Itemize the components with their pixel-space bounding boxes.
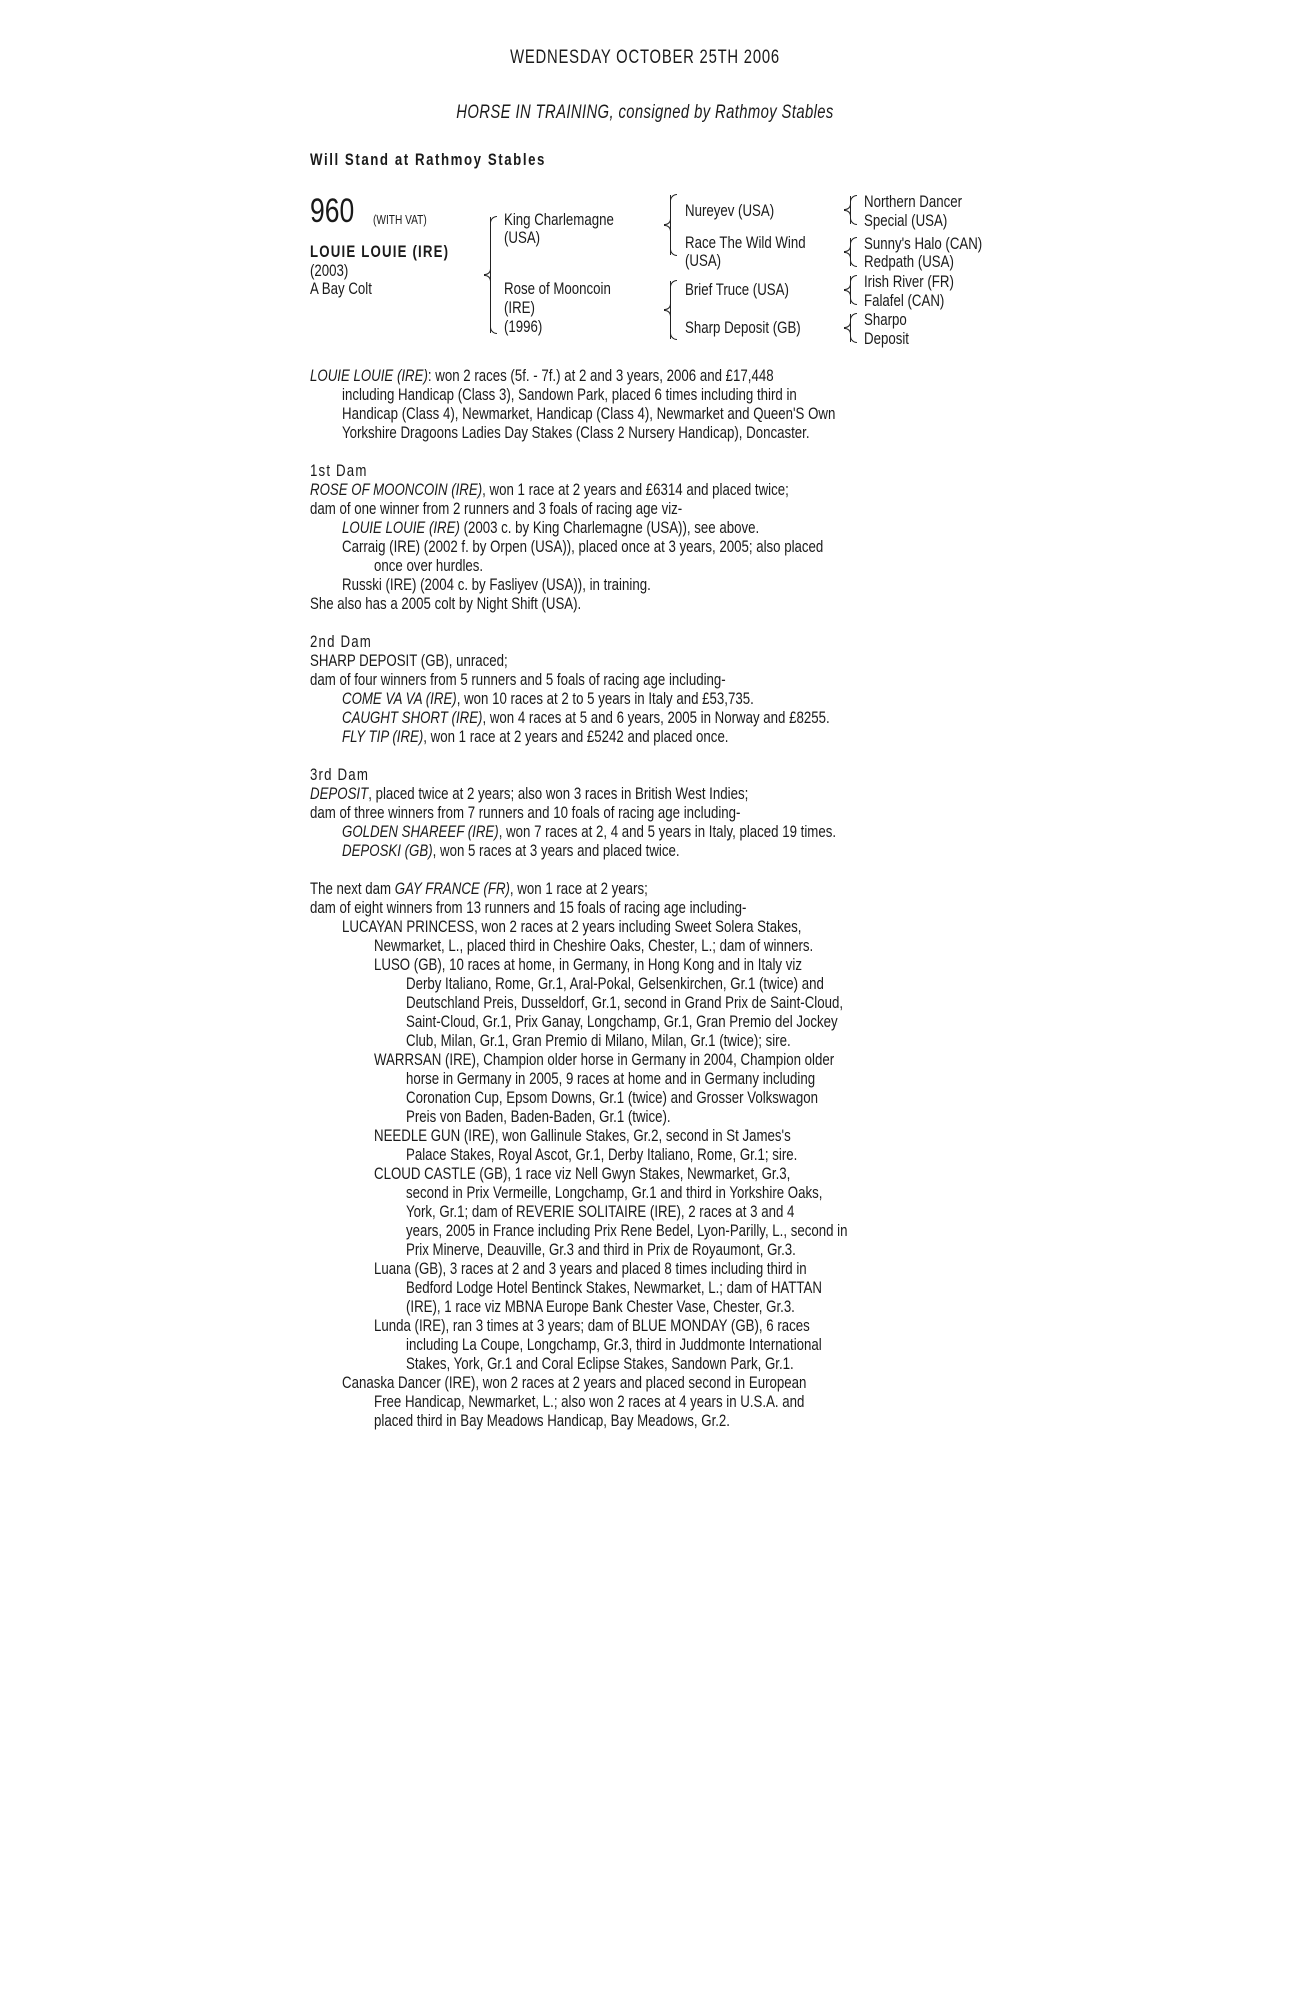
sire-country: (USA) xyxy=(504,228,541,247)
produce-item xyxy=(342,727,729,746)
family-line: Prix Minerve, Deauville, Gr.3 and third in Prix de Royaumont, Gr.3. xyxy=(406,1240,796,1259)
dam-country: (IRE) xyxy=(504,298,535,317)
produce-name: FLY TIP (IRE) xyxy=(342,727,424,746)
pedigree-brace xyxy=(490,217,491,333)
intro-line: Handicap (Class 4), Newmarket, Handicap (Class 4), Newmarket and Queen'S Own xyxy=(342,404,836,423)
family-line: LUSO (GB), 10 races at home, in Germany, in Hong Kong and in Italy viz xyxy=(374,955,802,974)
family-line: Bedford Lodge Hotel Bentinck Stakes, Newmarket, L.; dam of HATTAN xyxy=(406,1278,822,1297)
first-dam-text: , won 1 race at 2 years and £6314 and placed twice; xyxy=(482,480,789,499)
horse-year: (2003) xyxy=(310,261,349,280)
family-line: Free Handicap, Newmarket, L.; also won 2 races at 4 years in U.S.A. and xyxy=(374,1392,805,1411)
produce-item xyxy=(342,822,836,841)
pedigree-brace xyxy=(850,276,851,304)
sire-sire: Nureyev (USA) xyxy=(685,201,775,220)
family-line: years, 2005 in France including Prix Rene Bedel, Lyon-Parilly, L., second in xyxy=(406,1221,848,1240)
produce-name: CAUGHT SHORT (IRE) xyxy=(342,708,483,727)
intro-line: Yorkshire Dragoons Ladies Day Stakes (Class 2 Nursery Handicap), Doncaster. xyxy=(342,423,810,442)
first-dam-name: ROSE OF MOONCOIN (IRE) xyxy=(310,480,483,499)
produce-item: Russki (IRE) (2004 c. by Fasliyev (USA)), in training. xyxy=(342,575,651,594)
family-line: second in Prix Vermeille, Longchamp, Gr.1 and third in Yorkshire Oaks, xyxy=(406,1183,823,1202)
consignment-line: HORSE IN TRAINING, consigned by Rathmoy Stables xyxy=(456,102,834,123)
third-dam-produce-line: dam of three winners from 7 runners and 10 foals of racing age including- xyxy=(310,803,741,822)
second-dam-produce-line: dam of four winners from 5 runners and 5 foals of racing age including- xyxy=(310,670,726,689)
sire-dam: Race The Wild Wind xyxy=(685,233,806,252)
family-line: York, Gr.1; dam of REVERIE SOLITAIRE (IRE), 2 races at 3 and 4 xyxy=(406,1202,795,1221)
stand-line: Will Stand at Rathmoy Stables xyxy=(310,150,546,169)
produce-name: COME VA VA (IRE) xyxy=(342,689,457,708)
family-line: Saint-Cloud, Gr.1, Prix Ganay, Longchamp, Gr.1, Gran Premio del Jockey xyxy=(406,1012,838,1031)
family-line: WARRSAN (IRE), Champion older horse in Germany in 2004, Champion older xyxy=(374,1050,835,1069)
family-line: NEEDLE GUN (IRE), won Gallinule Stakes, Gr.2, second in St James's xyxy=(374,1126,791,1145)
second-dam-line: SHARP DEPOSIT (GB), unraced; xyxy=(310,651,508,670)
dam-sire: Brief Truce (USA) xyxy=(685,280,789,299)
lot-number: 960 xyxy=(310,192,355,230)
family-line: LUCAYAN PRINCESS, won 2 races at 2 years including Sweet Solera Stakes, xyxy=(342,917,802,936)
next-dam-prefix: The next dam xyxy=(310,879,395,898)
family-line: (IRE), 1 race viz MBNA Europe Bank Chester Vase, Chester, Gr.3. xyxy=(406,1297,795,1316)
dam-dam: Sharp Deposit (GB) xyxy=(685,318,801,337)
dam-year: (1996) xyxy=(504,317,543,336)
pedigree-brace xyxy=(850,314,851,342)
family-line: including La Coupe, Longchamp, Gr.3, third in Juddmonte International xyxy=(406,1335,822,1354)
produce-name: DEPOSKI (GB) xyxy=(342,841,433,860)
family-line: horse in Germany in 2005, 9 races at home and in Germany including xyxy=(406,1069,816,1088)
produce-item xyxy=(342,689,754,708)
produce-name: LOUIE LOUIE (IRE) xyxy=(342,518,460,537)
family-line: Luana (GB), 3 races at 2 and 3 years and placed 8 times including third in xyxy=(374,1259,807,1278)
produce-item-cont: once over hurdles. xyxy=(374,556,484,575)
first-dam-heading: 1st Dam xyxy=(310,461,368,480)
produce-text: , won 5 races at 3 years and placed twice. xyxy=(432,841,680,860)
first-dam-line xyxy=(310,480,789,499)
gen3-6: Falafel (CAN) xyxy=(864,291,945,310)
third-dam-line xyxy=(310,784,748,803)
gen3-7: Sharpo xyxy=(864,310,907,329)
produce-text: , won 4 races at 5 and 6 years, 2005 in Norway and £8255. xyxy=(482,708,830,727)
family-line: Stakes, York, Gr.1 and Coral Eclipse Stakes, Sandown Park, Gr.1. xyxy=(406,1354,794,1373)
produce-item: Carraig (IRE) (2002 f. by Orpen (USA)), placed once at 3 years, 2005; also placed xyxy=(342,537,824,556)
family-line: placed third in Bay Meadows Handicap, Bay Meadows, Gr.2. xyxy=(374,1411,730,1430)
intro-line: including Handicap (Class 3), Sandown Park, placed 6 times including third in xyxy=(342,385,797,404)
sire-dam-country: (USA) xyxy=(685,251,722,270)
family-line: Deutschland Preis, Dusseldorf, Gr.1, second in Grand Prix de Saint-Cloud, xyxy=(406,993,844,1012)
sale-date: WEDNESDAY OCTOBER 25TH 2006 xyxy=(510,47,780,68)
gen3-2: Special (USA) xyxy=(864,211,948,230)
dam-name: Rose of Mooncoin xyxy=(504,279,611,298)
first-dam-produce-line: dam of one winner from 2 runners and 3 foals of racing age viz- xyxy=(310,499,683,518)
gen3-3: Sunny's Halo (CAN) xyxy=(864,234,983,253)
third-dam-text: , placed twice at 2 years; also won 3 races in British West Indies; xyxy=(368,784,749,803)
intro-horse-name: LOUIE LOUIE (IRE) xyxy=(310,366,428,385)
third-dam-heading: 3rd Dam xyxy=(310,765,370,784)
family-line: Coronation Cup, Epsom Downs, Gr.1 (twice) and Grosser Volkswagon xyxy=(406,1088,818,1107)
family-line: CLOUD CASTLE (GB), 1 race viz Nell Gwyn Stakes, Newmarket, Gr.3, xyxy=(374,1164,791,1183)
family-line: Canaska Dancer (IRE), won 2 races at 2 years and placed second in European xyxy=(342,1373,807,1392)
sire-name: King Charlemagne xyxy=(504,210,614,229)
pedigree-brace xyxy=(670,281,671,339)
next-dam-text: , won 1 race at 2 years; xyxy=(509,879,648,898)
family-line: Lunda (IRE), ran 3 times at 3 years; dam of BLUE MONDAY (GB), 6 races xyxy=(374,1316,810,1335)
third-dam-name: DEPOSIT xyxy=(310,784,369,803)
second-dam-heading: 2nd Dam xyxy=(310,632,372,651)
produce-text: , won 1 race at 2 years and £5242 and placed once. xyxy=(423,727,729,746)
produce-text: , won 7 races at 2, 4 and 5 years in Italy, placed 19 times. xyxy=(498,822,837,841)
produce-item xyxy=(342,708,830,727)
produce-text: (2003 c. by King Charlemagne (USA)), see above. xyxy=(459,518,760,537)
pedigree-brace xyxy=(850,238,851,266)
intro-line xyxy=(310,366,774,385)
family-line: Club, Milan, Gr.1, Gran Premio di Milano, Milan, Gr.1 (twice); sire. xyxy=(406,1031,791,1050)
intro-text: : won 2 races (5f. - 7f.) at 2 and 3 years, 2006 and £17,448 xyxy=(427,366,774,385)
produce-item xyxy=(342,518,759,537)
produce-text: , won 10 races at 2 to 5 years in Italy and £53,735. xyxy=(456,689,754,708)
produce-name: GOLDEN SHAREEF (IRE) xyxy=(342,822,499,841)
next-dam-produce-line: dam of eight winners from 13 runners and 15 foals of racing age including- xyxy=(310,898,747,917)
family-line: Preis von Baden, Baden-Baden, Gr.1 (twice). xyxy=(406,1107,671,1126)
pedigree-brace xyxy=(670,195,671,255)
vat-note: (WITH VAT) xyxy=(373,212,427,227)
pedigree-brace xyxy=(850,196,851,224)
family-line: Derby Italiano, Rome, Gr.1, Aral-Pokal, Gelsenkirchen, Gr.1 (twice) and xyxy=(406,974,824,993)
family-line: Palace Stakes, Royal Ascot, Gr.1, Derby Italiano, Rome, Gr.1; sire. xyxy=(406,1145,798,1164)
produce-note: She also has a 2005 colt by Night Shift (USA). xyxy=(310,594,582,613)
gen3-1: Northern Dancer xyxy=(864,192,963,211)
gen3-4: Redpath (USA) xyxy=(864,252,954,271)
horse-name: LOUIE LOUIE (IRE) xyxy=(310,242,450,261)
gen3-5: Irish River (FR) xyxy=(864,272,954,291)
next-dam-name: GAY FRANCE (FR) xyxy=(394,879,510,898)
next-dam-line xyxy=(310,879,648,898)
gen3-8: Deposit xyxy=(864,329,909,348)
produce-item xyxy=(342,841,680,860)
family-line: Newmarket, L., placed third in Cheshire Oaks, Chester, L.; dam of winners. xyxy=(374,936,814,955)
horse-description: A Bay Colt xyxy=(310,279,372,298)
